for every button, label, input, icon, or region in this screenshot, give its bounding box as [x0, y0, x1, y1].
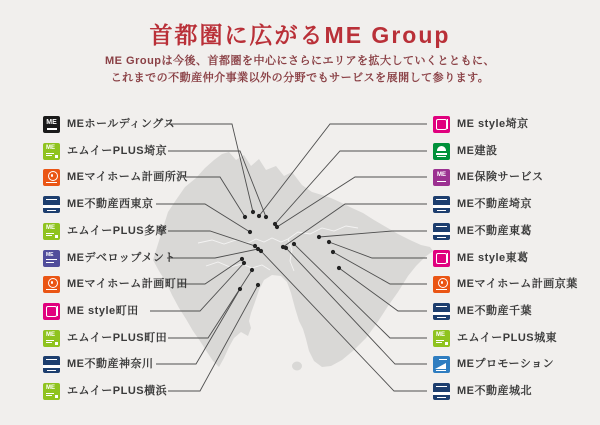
- company-item-right-7: [433, 302, 532, 320]
- icon-mark: [57, 306, 59, 316]
- company-label: MEホールディングス: [67, 117, 176, 130]
- myhome-logo-icon: [43, 276, 60, 293]
- icon-mark: [51, 281, 53, 284]
- icon-mark: [445, 342, 448, 345]
- icon-mark: [436, 306, 447, 307]
- map-location-dot: [257, 214, 261, 218]
- company-label: ME建設: [457, 144, 498, 157]
- company-item-left-7: [43, 302, 139, 320]
- icon-mark: [47, 128, 57, 130]
- company-label: ME style町田: [67, 304, 139, 317]
- icon-text: ME: [46, 385, 55, 391]
- icon-mark: [47, 370, 56, 371]
- map-location-dot: [317, 235, 321, 239]
- icon-text: ME: [46, 118, 57, 126]
- icon-mark: [436, 386, 447, 387]
- company-label: エムイーPLUS横浜: [67, 384, 168, 397]
- icon-mark: [55, 235, 58, 238]
- develop-logo-icon: [43, 250, 60, 267]
- company-label: ME不動産神奈川: [67, 357, 154, 370]
- company-label: MEプロモーション: [457, 357, 555, 370]
- icon-mark: [46, 259, 57, 260]
- company-item-left-9: [43, 355, 154, 373]
- plus-logo-icon: [43, 330, 60, 347]
- myhome-logo-icon: [433, 276, 450, 293]
- icon-mark: [437, 181, 446, 182]
- icon-mark: [43, 205, 60, 208]
- map-location-dot: [259, 249, 263, 253]
- kanto-map-shape: [153, 152, 433, 367]
- icon-mark: [55, 342, 58, 345]
- icon-text: ME: [46, 225, 55, 231]
- icon-mark: [46, 199, 57, 200]
- company-label: ME不動産西東京: [67, 197, 154, 210]
- plus-logo-icon: [433, 330, 450, 347]
- icon-mark: [436, 199, 447, 200]
- company-item-right-6: [433, 275, 578, 293]
- icon-text: ME: [436, 332, 445, 338]
- icon-mark: [46, 262, 54, 263]
- fudosan-logo-icon: [433, 303, 450, 320]
- myhome-logo-icon: [43, 169, 60, 186]
- icon-mark: [436, 370, 446, 371]
- icon-mark: [441, 281, 443, 284]
- kensetsu-logo-icon: [433, 143, 450, 160]
- company-item-left-10: [43, 382, 167, 400]
- company-item-left-5: [43, 249, 176, 267]
- icon-text: ME: [46, 145, 55, 151]
- icon-mark: [46, 359, 57, 360]
- icon-mark: [46, 153, 54, 154]
- icon-mark: [436, 119, 447, 130]
- map-location-dot: [327, 240, 331, 244]
- icon-mark: [436, 289, 447, 290]
- icon-mark: [433, 232, 450, 235]
- map-location-dot: [256, 283, 260, 287]
- map-location-dot: [292, 242, 296, 246]
- subtitle-line-1: ME Groupは今後、首都圏を中心にさらにエリアを拡大していくとともに、: [104, 55, 496, 67]
- icon-mark: [46, 342, 52, 343]
- icon-mark: [436, 340, 444, 341]
- icon-mark: [433, 205, 450, 208]
- map-location-dot: [242, 261, 246, 265]
- icon-mark: [436, 226, 447, 227]
- map-location-dot: [243, 215, 247, 219]
- icon-text: ME: [46, 332, 55, 338]
- map-location-dot: [250, 268, 254, 272]
- company-item-left-8: [43, 329, 167, 347]
- company-label: MEマイホーム計画所沢: [67, 170, 188, 183]
- icon-mark: [436, 153, 447, 155]
- company-item-right-10: [433, 382, 532, 400]
- company-item-left-1: [43, 142, 167, 160]
- icon-mark: [437, 317, 446, 318]
- company-item-right-9: [433, 355, 554, 373]
- fudosan-logo-icon: [433, 223, 450, 240]
- company-item-left-0: [43, 115, 175, 133]
- company-label: エムイーPLUS城東: [457, 331, 558, 344]
- company-item-left-3: [43, 195, 154, 213]
- icon-mark: [55, 155, 58, 158]
- style-logo-icon: [433, 250, 450, 267]
- company-item-left-2: [43, 168, 188, 186]
- icon-mark: [433, 312, 450, 315]
- company-label: ME style東葛: [457, 251, 529, 264]
- company-item-left-6: [43, 275, 188, 293]
- promotion-logo-icon: [433, 356, 450, 373]
- company-label: ME style埼京: [457, 117, 529, 130]
- icon-mark: [437, 237, 446, 238]
- plus-logo-icon: [43, 143, 60, 160]
- company-label: MEデベロップメント: [67, 251, 176, 264]
- company-label: ME不動産千葉: [457, 304, 532, 317]
- company-label: ME保険サービス: [457, 170, 544, 183]
- icon-mark: [437, 397, 446, 398]
- holdings-logo-icon: [43, 116, 60, 133]
- company-item-right-2: [433, 168, 544, 186]
- icon-mark: [46, 306, 57, 317]
- company-label: MEマイホーム計画町田: [67, 277, 188, 290]
- icon-text: ME: [46, 251, 54, 258]
- style-logo-icon: [43, 303, 60, 320]
- company-item-right-0: [433, 115, 529, 133]
- icon-mark: [46, 289, 57, 290]
- company-item-right-8: [433, 329, 557, 347]
- map-location-dot: [238, 287, 242, 291]
- icon-mark: [437, 156, 446, 157]
- map-location-dot: [248, 230, 252, 234]
- icon-mark: [433, 392, 450, 395]
- icon-mark: [46, 395, 52, 396]
- map-location-dot: [331, 250, 335, 254]
- icon-mark: [436, 253, 447, 264]
- icon-mark: [435, 363, 446, 369]
- icon-mark: [46, 340, 54, 341]
- plus-logo-icon: [43, 223, 60, 240]
- page-title: 首都圏に広がるME Group: [149, 22, 451, 48]
- map-location-dot: [253, 244, 257, 248]
- map-location-dot: [240, 257, 244, 261]
- plus-logo-icon: [43, 383, 60, 400]
- icon-mark: [43, 365, 60, 368]
- fudosan-logo-icon: [43, 356, 60, 373]
- icon-text: ME: [437, 172, 446, 178]
- icon-mark: [447, 253, 449, 263]
- company-label: エムイーPLUS埼京: [67, 144, 168, 157]
- icon-mark: [46, 235, 52, 236]
- company-item-right-1: [433, 142, 498, 160]
- company-label: ME不動産埼京: [457, 197, 532, 210]
- company-item-right-3: [433, 195, 532, 213]
- fudosan-logo-icon: [433, 383, 450, 400]
- company-item-left-4: [43, 222, 167, 240]
- company-item-right-5: [433, 249, 529, 267]
- subtitle-line-2: これまでの不動産仲介事業以外の分野でもサービスを展開して参ります。: [110, 72, 490, 84]
- icon-mark: [51, 174, 53, 177]
- company-label: MEマイホーム計画京葉: [457, 277, 578, 290]
- icon-mark: [447, 119, 449, 129]
- company-label: ME不動産城北: [457, 384, 532, 397]
- map-location-dot: [251, 210, 255, 214]
- company-label: エムイーPLUS町田: [67, 331, 168, 344]
- icon-mark: [46, 233, 54, 234]
- company-item-right-4: [433, 222, 532, 240]
- map-location-dot: [337, 266, 341, 270]
- island-shape: [292, 362, 302, 371]
- icon-mark: [437, 146, 446, 151]
- icon-mark: [46, 182, 57, 183]
- hoken-logo-icon: [433, 169, 450, 186]
- icon-mark: [436, 342, 442, 343]
- company-label: ME不動産東葛: [457, 224, 532, 237]
- icon-mark: [55, 395, 58, 398]
- icon-mark: [46, 393, 54, 394]
- map-location-dot: [264, 215, 268, 219]
- style-logo-icon: [433, 116, 450, 133]
- fudosan-logo-icon: [433, 196, 450, 213]
- icon-mark: [47, 210, 56, 211]
- icon-mark: [439, 359, 447, 360]
- company-label: エムイーPLUS多摩: [67, 224, 168, 237]
- icon-mark: [437, 210, 446, 211]
- fudosan-logo-icon: [43, 196, 60, 213]
- map-location-dot: [284, 246, 288, 250]
- map-location-dot: [275, 225, 279, 229]
- icon-mark: [46, 155, 52, 156]
